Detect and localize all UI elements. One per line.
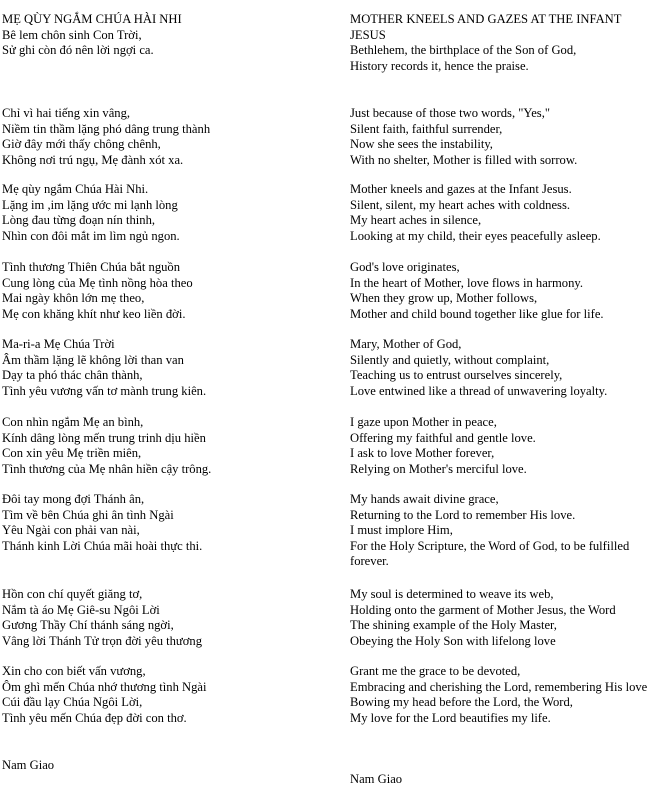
poem-line: Thánh kinh Lời Chúa mãi hoài thực thi. bbox=[2, 538, 203, 553]
poem-line: Lặng im ,im lặng ước mi lạnh lòng bbox=[2, 197, 178, 212]
poem-line: Relying on Mother's merciful love. bbox=[350, 461, 527, 476]
english-stanza bbox=[350, 415, 653, 477]
author-name: Nam Giao bbox=[2, 758, 55, 772]
poem-line: Con xin yêu Mẹ triền miên, bbox=[2, 446, 142, 461]
vietnamese-author-block bbox=[2, 758, 332, 774]
poem-line: Cúi đầu lạy Chúa Ngôi Lời, bbox=[2, 695, 143, 710]
poem-line: Tình yêu vương vấn tơ mành trung kiên. bbox=[2, 383, 207, 398]
poem-line: My love for the Lord beautifies my life. bbox=[350, 710, 551, 725]
poem-line: Embracing and cherishing the Lord, remembering His love bbox=[350, 679, 648, 694]
poem-line: Âm thầm lặng lẽ không lời than van bbox=[2, 352, 184, 367]
vietnamese-stanza bbox=[2, 492, 332, 554]
poem-line: Cung lòng của Mẹ tình nồng hòa theo bbox=[2, 275, 193, 290]
poem-line: Nhìn con đôi mắt im lìm ngủ ngon. bbox=[2, 228, 180, 243]
poem-line: Niềm tin thầm lặng phó dâng trung thành bbox=[2, 121, 211, 136]
english-stanza bbox=[350, 260, 653, 322]
vietnamese-stanza bbox=[2, 106, 332, 168]
poem-line: My hands await divine grace, bbox=[350, 492, 499, 506]
poem-line: Love entwined like a thread of unwavering loyalty. bbox=[350, 383, 608, 398]
poem-line: Looking at my child, their eyes peacefully asleep. bbox=[350, 228, 601, 243]
poem-line: Holding onto the garment of Mother Jesus, the Word bbox=[350, 602, 616, 617]
vietnamese-poem-title: MẸ QÙY NGẮM CHÚA HÀI NHI bbox=[2, 12, 182, 26]
poem-line: Hồn con chí quyết giăng tơ, bbox=[2, 587, 143, 601]
english-stanza bbox=[350, 492, 653, 570]
poem-line: Mẹ qùy ngắm Chúa Hài Nhi. bbox=[2, 182, 149, 196]
author-name: Nam Giao bbox=[350, 772, 403, 786]
english-stanza bbox=[350, 664, 653, 726]
english-author-block bbox=[350, 772, 653, 788]
poem-line: Vâng lời Thánh Tử trọn đời yêu thương bbox=[2, 633, 203, 648]
vietnamese-stanza bbox=[2, 182, 332, 244]
poem-line: Tình yêu mến Chúa đẹp đời con thơ. bbox=[2, 710, 187, 725]
poem-line: History records it, hence the praise. bbox=[350, 58, 529, 73]
poem-line: Mary, Mother of God, bbox=[350, 337, 462, 351]
poem-line: Sử ghi còn đó nên lời ngợi ca. bbox=[2, 43, 154, 58]
english-stanza bbox=[350, 587, 653, 649]
poem-line: Gương Thầy Chí thánh sáng ngời, bbox=[2, 618, 174, 633]
poem-line: For the Holy Scripture, the Word of God, to be fulfilled forever. bbox=[350, 538, 630, 569]
poem-line: My soul is determined to weave its web, bbox=[350, 587, 554, 601]
poem-line: Teaching us to entrust ourselves sincerely, bbox=[350, 368, 563, 383]
vietnamese-stanza bbox=[2, 260, 332, 322]
vietnamese-stanza bbox=[2, 664, 332, 726]
poem-line: Silent faith, faithful surrender, bbox=[350, 121, 503, 136]
poem-line: I ask to love Mother forever, bbox=[350, 446, 495, 461]
english-poem-title: MOTHER KNEELS AND GAZES AT THE INFANT JESUS bbox=[350, 12, 622, 42]
english-stanza bbox=[350, 182, 653, 244]
poem-line: Dạy ta phó thác chân thành, bbox=[2, 368, 143, 383]
poem-line: Ma-ri-a Mẹ Chúa Trời bbox=[2, 337, 115, 351]
poem-line: In the heart of Mother, love flows in harmony. bbox=[350, 275, 584, 290]
poem-line: Bethlehem, the birthplace of the Son of God, bbox=[350, 43, 577, 58]
poem-line: Bowing my head before the Lord, the Word, bbox=[350, 695, 573, 710]
poem-line: Chỉ vì hai tiếng xin vâng, bbox=[2, 106, 131, 120]
poem-line: Tìm về bên Chúa ghi ân tình Ngài bbox=[2, 507, 174, 522]
vietnamese-stanza bbox=[2, 415, 332, 477]
poem-line: When they grow up, Mother follows, bbox=[350, 291, 538, 306]
poem-line: With no shelter, Mother is filled with sorrow. bbox=[350, 152, 578, 167]
poem-line: I must implore Him, bbox=[350, 523, 453, 538]
poem-line: Obeying the Holy Son with lifelong love bbox=[350, 633, 556, 648]
english-stanza bbox=[350, 106, 653, 168]
poem-line: Xin cho con biết vấn vương, bbox=[2, 664, 146, 678]
poem-line: Now she sees the instability, bbox=[350, 137, 493, 152]
poem-line: Grant me the grace to be devoted, bbox=[350, 664, 521, 678]
vietnamese-title-block bbox=[2, 12, 332, 59]
poem-line: Mother kneels and gazes at the Infant Jesus. bbox=[350, 182, 572, 196]
poem-line: I gaze upon Mother in peace, bbox=[350, 415, 497, 429]
poem-line: Just because of those two words, "Yes," bbox=[350, 106, 550, 120]
english-stanza bbox=[350, 337, 653, 399]
poem-line: My heart aches in silence, bbox=[350, 213, 482, 228]
poem-line: Lòng đau từng đoạn nín thinh, bbox=[2, 213, 156, 228]
poem-line: Nắm tà áo Mẹ Giê-su Ngôi Lời bbox=[2, 602, 160, 617]
poem-line: Ôm ghì mến Chúa nhớ thương tình Ngài bbox=[2, 679, 207, 694]
poem-line: Silently and quietly, without complaint, bbox=[350, 352, 550, 367]
poem-line: Không nơi trú ngụ, Mẹ đành xót xa. bbox=[2, 152, 184, 167]
poem-line: Mother and child bound together like glue for life. bbox=[350, 306, 604, 321]
vietnamese-stanza bbox=[2, 587, 332, 649]
vietnamese-stanza bbox=[2, 337, 332, 399]
poem-line: God's love originates, bbox=[350, 260, 460, 274]
poem-line: Returning to the Lord to remember His love. bbox=[350, 507, 576, 522]
poem-line: Kính dâng lòng mến trung trinh dịu hiền bbox=[2, 430, 206, 445]
poem-line: Mẹ con khăng khít như keo liền đời. bbox=[2, 306, 186, 321]
poem-line: Tình thương của Mẹ nhân hiền cậy trông. bbox=[2, 461, 212, 476]
poem-line: The shining example of the Holy Master, bbox=[350, 618, 557, 633]
english-title-block bbox=[350, 12, 653, 74]
poem-line: Yêu Ngài con phải van nài, bbox=[2, 523, 140, 538]
poem-line: Bê lem chôn sinh Con Trời, bbox=[2, 27, 142, 42]
poem-line: Giờ đây mới thấy chông chênh, bbox=[2, 137, 161, 152]
poem-line: Tình thương Thiên Chúa bắt nguồn bbox=[2, 260, 181, 274]
poem-line: Con nhìn ngắm Mẹ an bình, bbox=[2, 415, 144, 429]
poem-line: Mai ngày khôn lớn mẹ theo, bbox=[2, 291, 145, 306]
poem-line: Silent, silent, my heart aches with coldness. bbox=[350, 197, 570, 212]
poem-line: Offering my faithful and gentle love. bbox=[350, 430, 536, 445]
poem-line: Đôi tay mong đợi Thánh ân, bbox=[2, 492, 145, 506]
